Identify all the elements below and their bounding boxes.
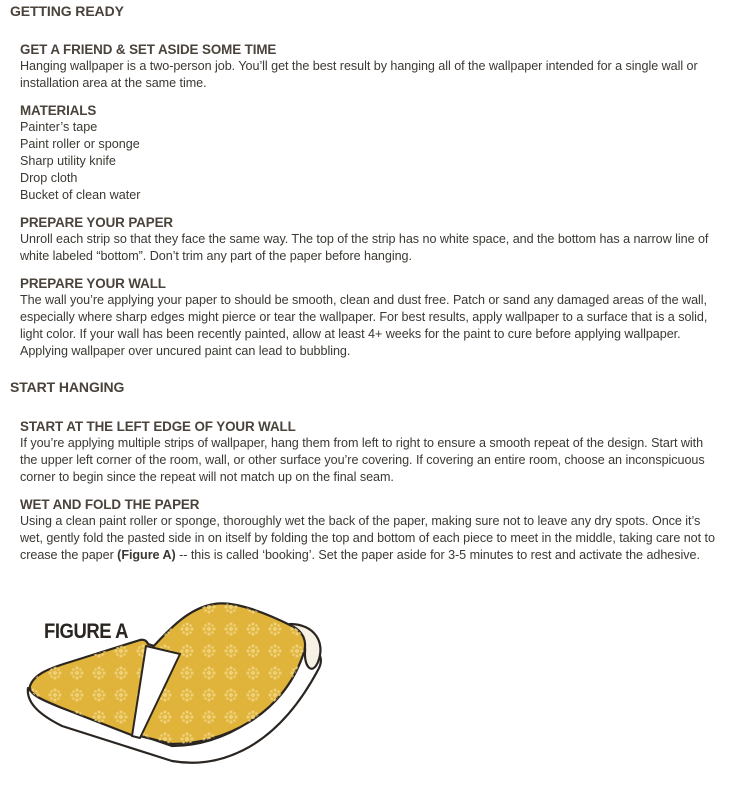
figure-a-illustration (22, 596, 342, 768)
heading-left-edge: START AT THE LEFT EDGE OF YOUR WALL (20, 419, 296, 434)
subsection-friend (20, 41, 720, 92)
heading-prepare-wall: PREPARE YOUR WALL (20, 276, 166, 291)
subsection-prepare-paper (20, 214, 720, 265)
heading-friend: GET A FRIEND & SET ASIDE SOME TIME (20, 42, 277, 57)
materials-item: Sharp utility knife (20, 154, 116, 168)
materials-item: Bucket of clean water (20, 188, 141, 202)
heading-prepare-paper: PREPARE YOUR PAPER (20, 215, 173, 230)
materials-item: Paint roller or sponge (20, 137, 140, 151)
figure-reference: (Figure A) (117, 548, 176, 562)
body-wet-fold: Using a clean paint roller or sponge, thoroughly wet the back of the paper, making sure not to leave any dry spots. Once it’s wet, gently fold the pasted side in on itself by folding the top and bottom of each piece to meet in the middle, taking care not to crease the paper (Figure A) -- this is called ‘booking’. Set the paper aside for 3-5 minutes to rest and activate the adhesive. (20, 514, 715, 562)
body-friend: Hanging wallpaper is a two-person job. You’ll get the best result by hanging all of the wallpaper intended for a single wall or installation area at the same time. (20, 59, 698, 90)
body-prepare-paper: Unroll each strip so that they face the same way. The top of the strip has no white space, and the bottom has a narrow line of white labeled “bottom”. Don’t trim any part of the paper before hanging. (20, 232, 709, 263)
section-title-start-hanging: START HANGING (10, 379, 125, 395)
body-left-edge: If you’re applying multiple strips of wallpaper, hang them from left to right to ensure a smooth repeat of the design. Start with the upper left corner of the room, wall, or other surface you’re covering. If covering an entire room, choose an inconspicuous corner to begin since the repeat will not match up on the final seam. (20, 436, 705, 484)
figure-label: FIGURE A (44, 619, 129, 644)
heading-wet-fold: WET AND FOLD THE PAPER (20, 497, 200, 512)
subsection-wet-fold (20, 496, 720, 564)
materials-item: Painter’s tape (20, 120, 98, 134)
materials-item: Drop cloth (20, 171, 78, 185)
body-prepare-wall: The wall you’re applying your paper to should be smooth, clean and dust free. Patch or sand any damaged areas of the wall, especially where sharp edges might pierce or tear the wallpaper. For best results, apply wallpaper to a surface that is a solid, light color. If your wall has been recently painted, allow at least 4+ weeks for the paint to cure before applying wallpaper. Applying wallpaper over uncured paint can lead to bubbling. (20, 293, 708, 358)
booked-wallpaper-illustration (22, 596, 342, 768)
subsection-left-edge (20, 418, 720, 486)
section-title-getting-ready: GETTING READY (10, 3, 124, 19)
subsection-prepare-wall (20, 275, 720, 360)
heading-materials: MATERIALS (20, 103, 97, 118)
subsection-materials (20, 102, 720, 204)
materials-list (20, 119, 720, 204)
